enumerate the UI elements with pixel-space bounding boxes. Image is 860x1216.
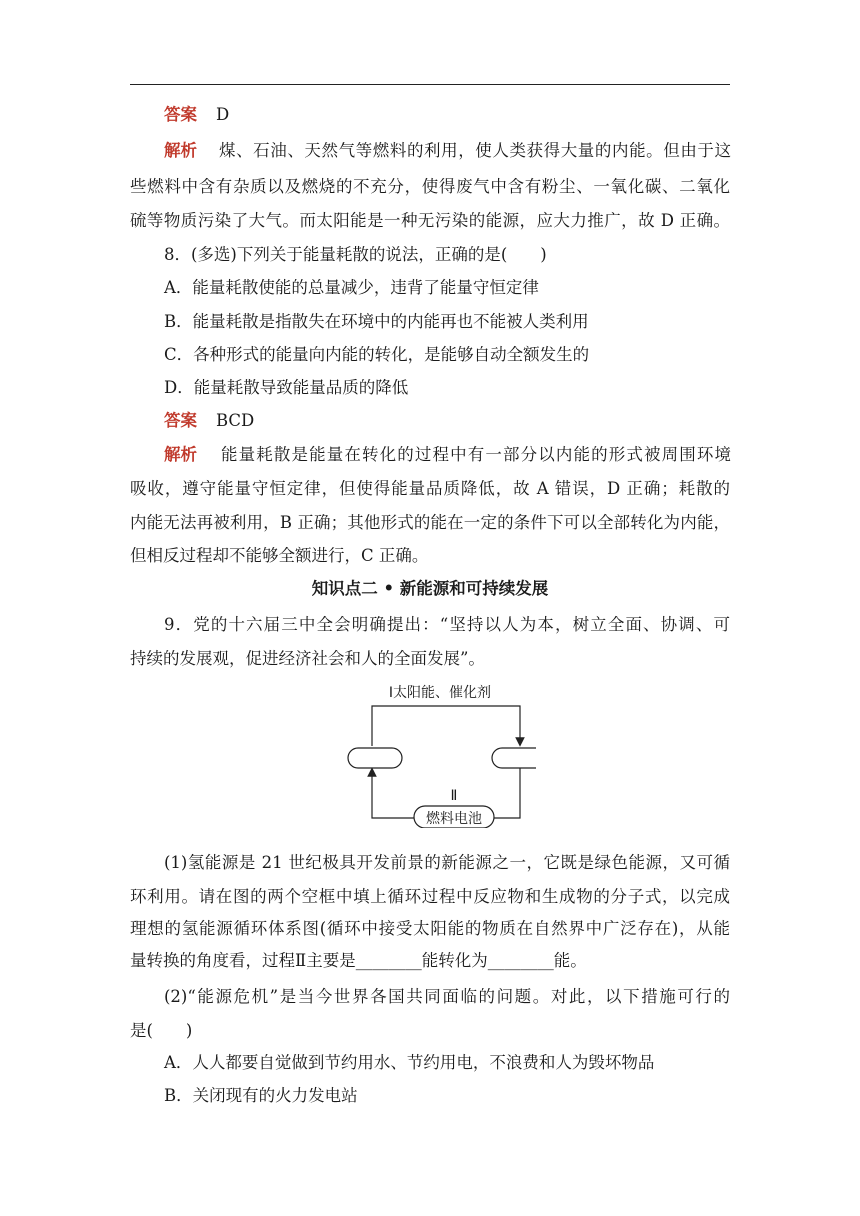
option-text: B．关闭现有的火力发电站 xyxy=(164,1086,358,1105)
question-text: 9．党的十六届三中全会明确提出：“坚持以人为本，树立全面、协调、可 xyxy=(164,615,730,634)
answer-value: BCD xyxy=(216,411,255,430)
analysis-text: 煤、石油、天然气等燃料的利用，使人类获得大量的内能。但由于这 xyxy=(219,141,731,160)
question-text: 理想的氢能源循环体系图(循环中接受太阳能的物质在自然界中广泛存在)，从能 xyxy=(130,919,730,938)
left-blank-box[interactable] xyxy=(348,748,402,768)
analysis-text: 但相反过程却不能够全额进行，C 正确。 xyxy=(130,546,429,565)
process-1-arrow xyxy=(372,706,520,746)
option-text: B．能量耗散是指散失在环境中的内能再也不能被人类利用 xyxy=(164,312,589,331)
hydrogen-cycle-diagram xyxy=(344,682,536,828)
option-text: C．各种形式的能量向内能的转化，是能够自动全额发生的 xyxy=(164,345,590,364)
answer-value: D xyxy=(216,105,230,124)
analysis-text: 吸收，遵守能量守恒定律，但使得能量品质降低，故 A 错误，D 正确；耗散的 xyxy=(130,479,730,498)
analysis-label: 解析 xyxy=(164,445,197,464)
analysis-text: 些燃料中含有杂质以及燃烧的不充分，使得废气中含有粉尘、一氧化碳、二氧化 xyxy=(130,177,730,196)
process-2-arrow xyxy=(372,772,416,818)
analysis-text: 能量耗散是能量在转化的过程中有一部分以内能的形式被周围环境 xyxy=(221,445,731,464)
analysis-label: 解析 xyxy=(164,141,197,160)
question-text: 是( ) xyxy=(130,1021,193,1040)
question-text: 量转换的角度看，过程Ⅱ主要是________能转化为________能。 xyxy=(130,951,587,970)
question-text: 持续的发展观，促进经济社会和人的全面发展”。 xyxy=(130,649,485,668)
question-text: 环利用。请在图的两个空框中填上循环过程中反应物和生成物的分子式，以完成 xyxy=(130,887,730,906)
option-text: A．能量耗散使能的总量减少，违背了能量守恒定律 xyxy=(164,278,539,297)
right-blank-box[interactable] xyxy=(492,748,536,768)
header-rule xyxy=(130,84,730,85)
analysis-text: 内能无法再被利用，B 正确；其他形式的能在一定的条件下可以全部转化为内能， xyxy=(130,513,730,532)
option-text: A．人人都要自觉做到节约用水、节约用电，不浪费和人为毁坏物品 xyxy=(164,1053,655,1072)
answer-label: 答案 xyxy=(164,411,197,430)
process-2-label: Ⅱ xyxy=(450,788,458,804)
fuel-cell-label: 燃料电池 xyxy=(426,811,482,827)
answer-label: 答案 xyxy=(164,105,197,124)
question-text: 8．(多选)下列关于能量耗散的说法，正确的是( ) xyxy=(164,245,547,264)
analysis-text: 硫等物质污染了大气。而太阳能是一种无污染的能源，应大力推广，故 D 正确。 xyxy=(130,211,730,230)
question-text: (1)氢能源是 21 世纪极具开发前景的新能源之一，它既是绿色能源，又可循 xyxy=(164,853,730,872)
option-text: D．能量耗散导致能量品质的降低 xyxy=(164,378,409,397)
section-title: 知识点二 • 新能源和可持续发展 xyxy=(311,579,549,598)
top-label: Ⅰ太阳能、催化剂 xyxy=(388,685,492,701)
question-text: (2)“能源危机”是当今世界各国共同面临的问题。对此，以下措施可行的 xyxy=(164,987,730,1006)
